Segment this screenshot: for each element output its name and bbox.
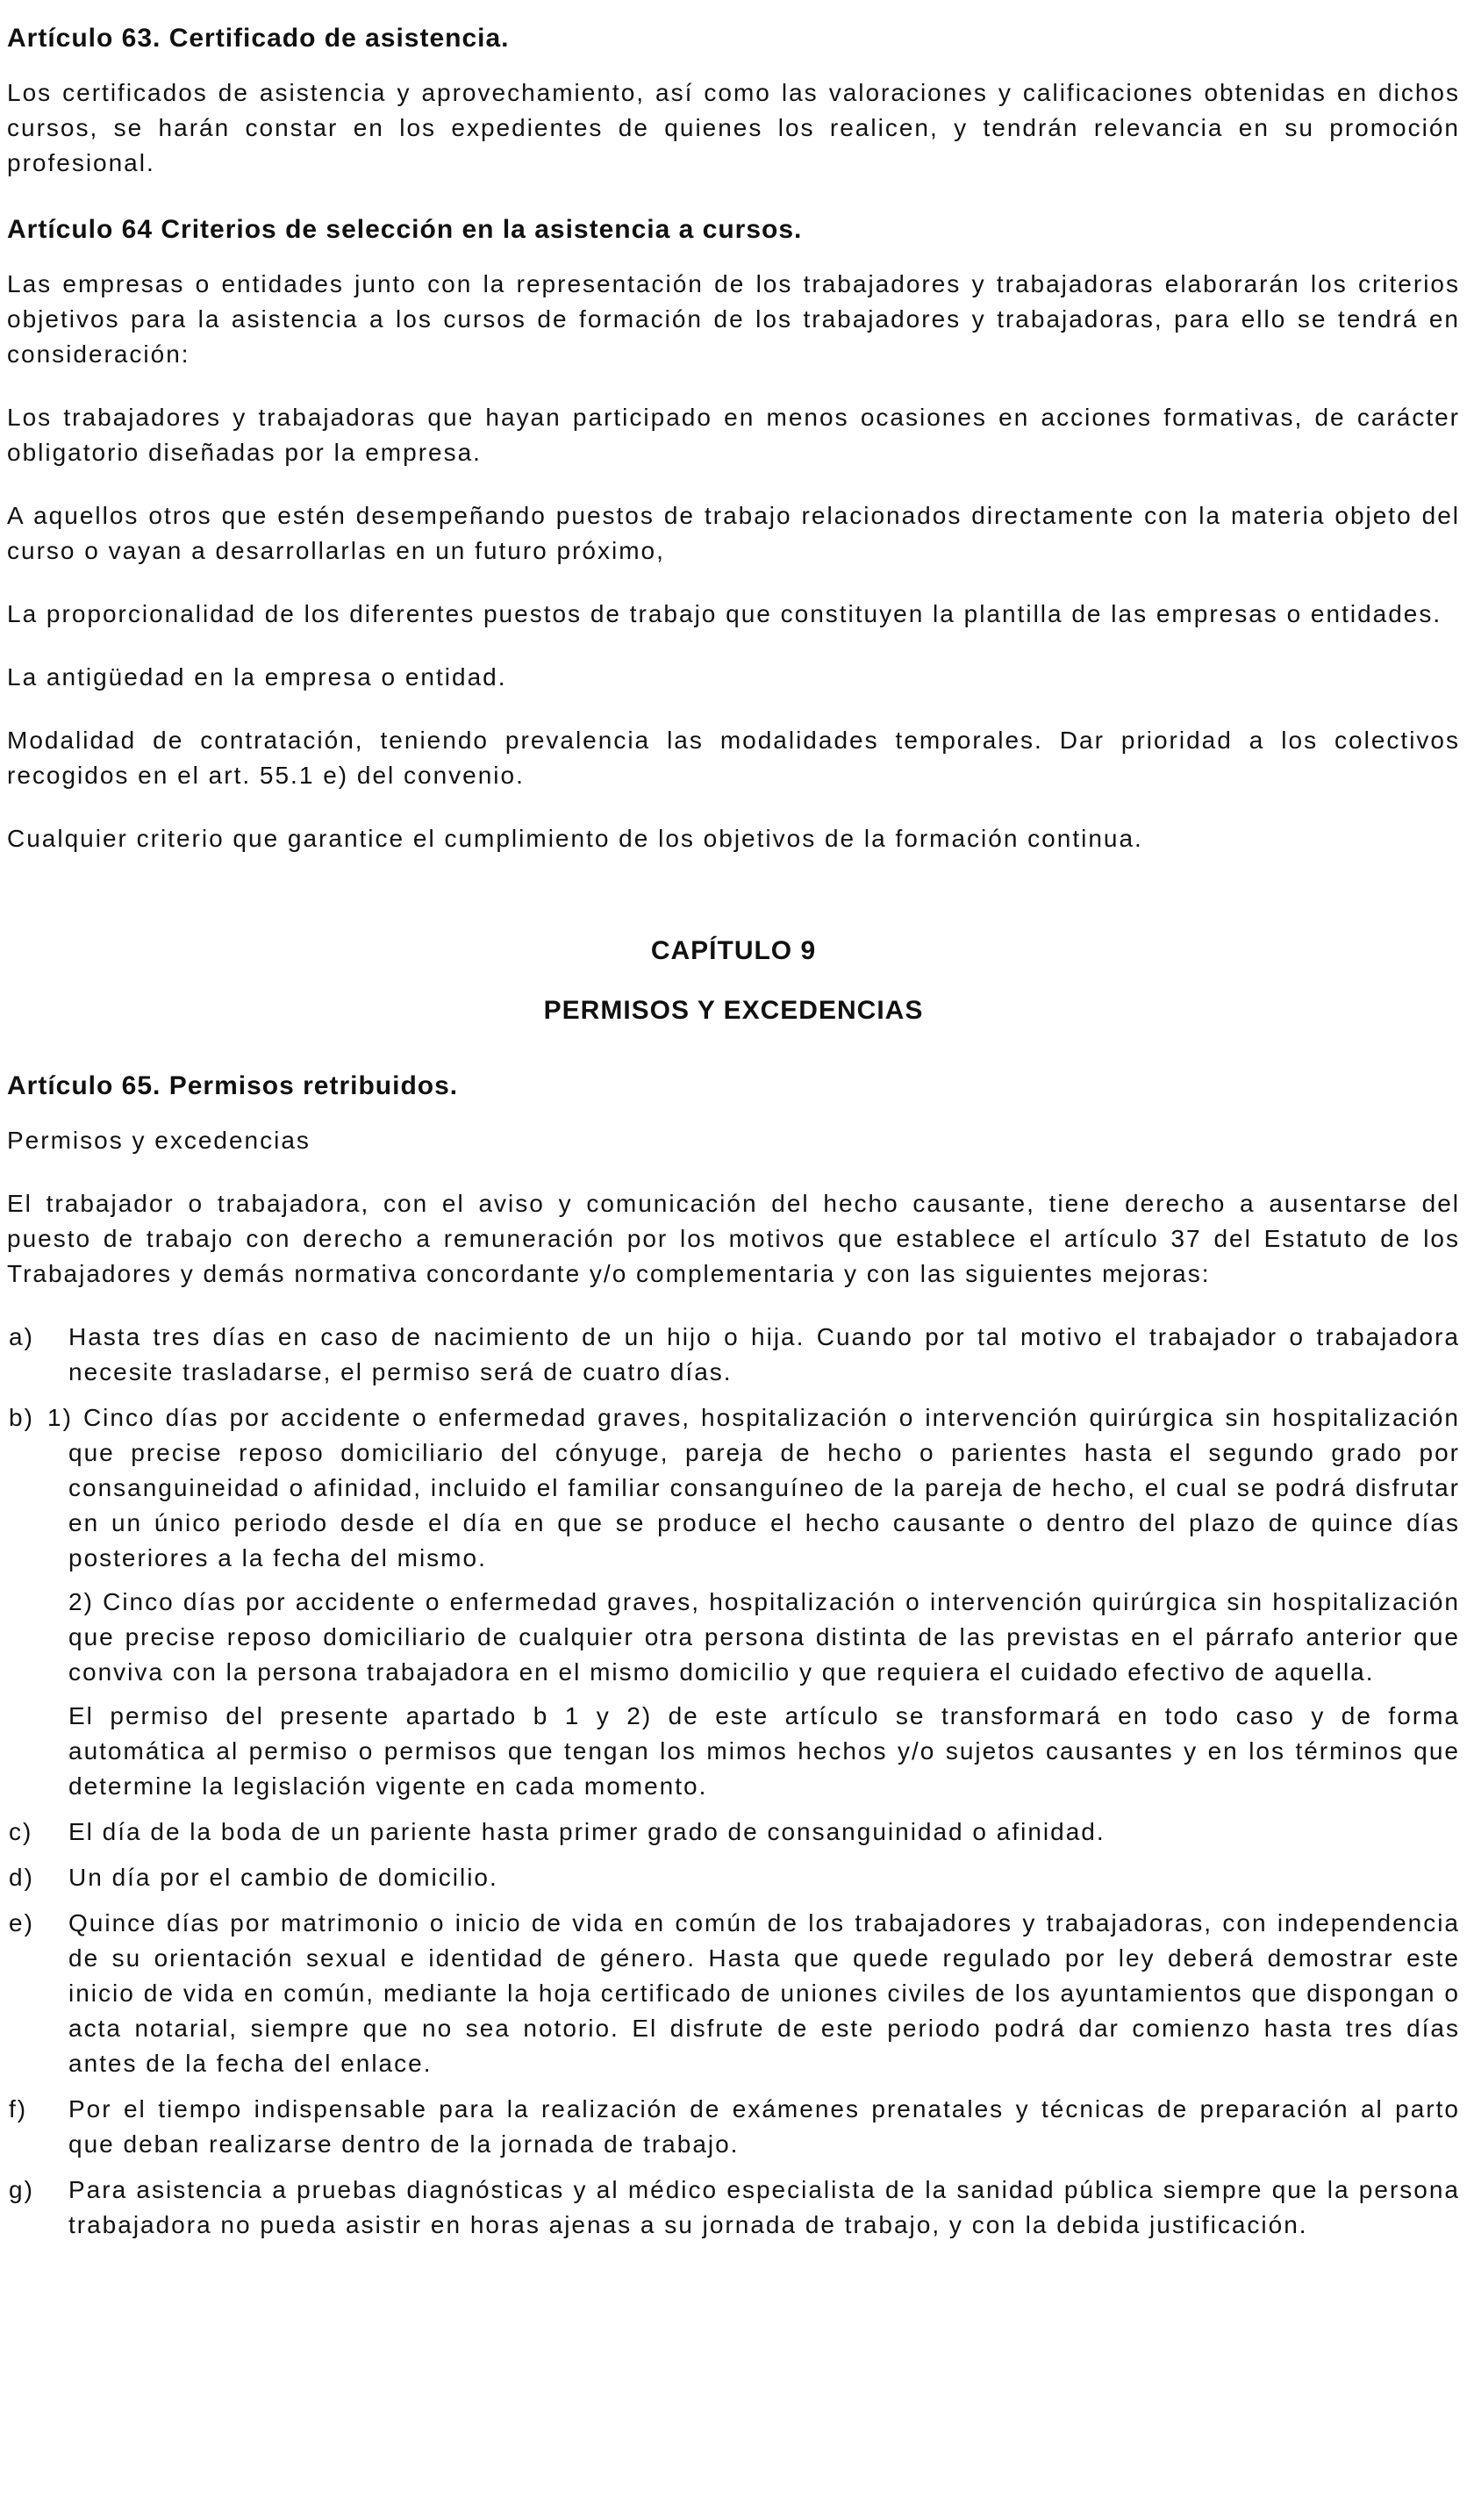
list-marker-c: c) bbox=[9, 1818, 33, 1845]
article-65-intro-paragraph: El trabajador o trabajadora, con el aviso y comunicación del hecho causante, tiene derecho a ausentarse del puesto de trabajo con derecho a remuneración por los motivos que establece el artículo 37 del Estatuto de los Trabajadores y demás normativa concordante y/o complementaria y con las siguientes mejoras: bbox=[7, 1190, 1460, 1287]
article-64-intro-paragraph: Las empresas o entidades junto con la representación de los trabajadores y trabajadoras elaborarán los criterios objetivos para la asistencia a los cursos de formación de los trabajadores y trabajadoras, para ello se tendrá en consideración: bbox=[7, 270, 1460, 368]
article-65-heading: Artículo 65. Permisos retribuidos. bbox=[7, 1071, 459, 1100]
list-item-g-text: Para asistencia a pruebas diagnósticas y al médico especialista de la sanidad pública siempre que la persona trabajadora no pueda asistir en horas ajenas a su jornada de trabajo, y con la debida justificación. bbox=[68, 2176, 1460, 2238]
article-63-paragraph: Los certificados de asistencia y aprovechamiento, así como las valoraciones y calificaciones obtenidas en dichos cursos, se harán constar en los expedientes de quienes los realicen, y tendrán relevancia en su promoción profesional. bbox=[7, 79, 1460, 176]
article-64-criterion-2: A aquellos otros que estén desempeñando puestos de trabajo relacionados directamente con la materia objeto del curso o vayan a desarrollarlas en un futuro próximo, bbox=[7, 502, 1460, 564]
article-64-heading: Artículo 64 Criterios de selección en la asistencia a cursos. bbox=[7, 215, 803, 244]
list-item-a bbox=[7, 1320, 1460, 1390]
list-item-b bbox=[7, 1400, 1460, 1804]
article-64-criterion-5: Modalidad de contratación, teniendo prevalencia las modalidades temporales. Dar prioridad a los colectivos recogidos en el art. 55.1 e) del convenio. bbox=[7, 727, 1460, 789]
list-marker-d: d) bbox=[9, 1864, 34, 1891]
article-64-criterion-4: La antigüedad en la empresa o entidad. bbox=[7, 663, 507, 691]
chapter-9-number: CAPÍTULO 9 bbox=[650, 936, 817, 965]
list-marker-g: g) bbox=[9, 2176, 34, 2203]
list-item-d bbox=[7, 1860, 1460, 1895]
list-item-g bbox=[7, 2173, 1460, 2243]
article-64-criterion-3: La proporcionalidad de los diferentes puestos de trabajo que constituyen la plantilla de las empresas o entidades. bbox=[7, 600, 1442, 627]
list-marker-f: f) bbox=[9, 2095, 28, 2123]
article-63-heading: Artículo 63. Certificado de asistencia. bbox=[7, 24, 510, 53]
chapter-9-title: PERMISOS Y EXCEDENCIAS bbox=[543, 996, 924, 1025]
list-item-f-text: Por el tiempo indispensable para la realización de exámenes prenatales y técnicas de preparación al parto que deban realizarse dentro de la jornada de trabajo. bbox=[68, 2095, 1460, 2158]
list-item-d-text: Un día por el cambio de domicilio. bbox=[68, 1864, 498, 1891]
article-65-subtitle: Permisos y excedencias bbox=[7, 1127, 311, 1154]
list-item-c bbox=[7, 1815, 1460, 1850]
list-item-f bbox=[7, 2092, 1460, 2162]
list-item-a-text: Hasta tres días en caso de nacimiento de un hijo o hija. Cuando por tal motivo el trabajador o trabajadora necesite trasladarse, el permiso será de cuatro días. bbox=[68, 1323, 1460, 1385]
list-marker-b: b) bbox=[9, 1404, 34, 1431]
list-item-b-sub-1: 1) Cinco días por accidente o enfermedad graves, hospitalización o intervención quirúrgica sin hospitalización que precise reposo domiciliario del cónyuge, pareja de hecho o parientes hasta el segundo grado por consanguineidad o afinidad, incluido el familiar consanguíneo de la pareja de hecho, el cual se podrá disfrutar en un único periodo desde el día en que se produce el hecho causante o dentro del plazo de quince días posteriores a la fecha del mismo. bbox=[47, 1404, 1460, 1571]
permisos-list bbox=[7, 1320, 1460, 2243]
article-64-criterion-6: Cualquier criterio que garantice el cumplimiento de los objetivos de la formación continua. bbox=[7, 825, 1143, 852]
list-item-b-note: El permiso del presente apartado b 1 y 2) de este artículo se transformará en todo caso y de forma automática al permiso o permisos que tengan los mimos hechos y/o sujetos causantes y en los términos que determine la legislación vigente en cada momento. bbox=[68, 1702, 1460, 1800]
list-item-e bbox=[7, 1906, 1460, 2081]
list-item-e-text: Quince días por matrimonio o inicio de vida en común de los trabajadores y trabajadoras, con independencia de su orientación sexual e identidad de género. Hasta que quede regulado por ley deberá demostrar este inicio de vida en común, mediante la hoja certificado de uniones civiles de los ayuntamientos que dispongan o acta notarial, siempre que no sea notorio. El disfrute de este periodo podrá dar comienzo hasta tres días antes de la fecha del enlace. bbox=[68, 1909, 1460, 2077]
list-item-c-text: El día de la boda de un pariente hasta primer grado de consanguinidad o afinidad. bbox=[68, 1818, 1106, 1845]
list-marker-a: a) bbox=[9, 1323, 34, 1350]
list-marker-e: e) bbox=[9, 1909, 34, 1937]
article-64-criterion-1: Los trabajadores y trabajadoras que hayan participado en menos ocasiones en acciones formativas, de carácter obligatorio diseñadas por la empresa. bbox=[7, 404, 1460, 466]
list-item-b-sub-2: 2) Cinco días por accidente o enfermedad graves, hospitalización o intervención quirúrgica sin hospitalización que precise reposo domiciliario de cualquier otra persona distinta de las previstas en el párrafo anterior que conviva con la persona trabajadora en el mismo domicilio y que requiera el cuidado efectivo de aquella. bbox=[68, 1588, 1460, 1686]
